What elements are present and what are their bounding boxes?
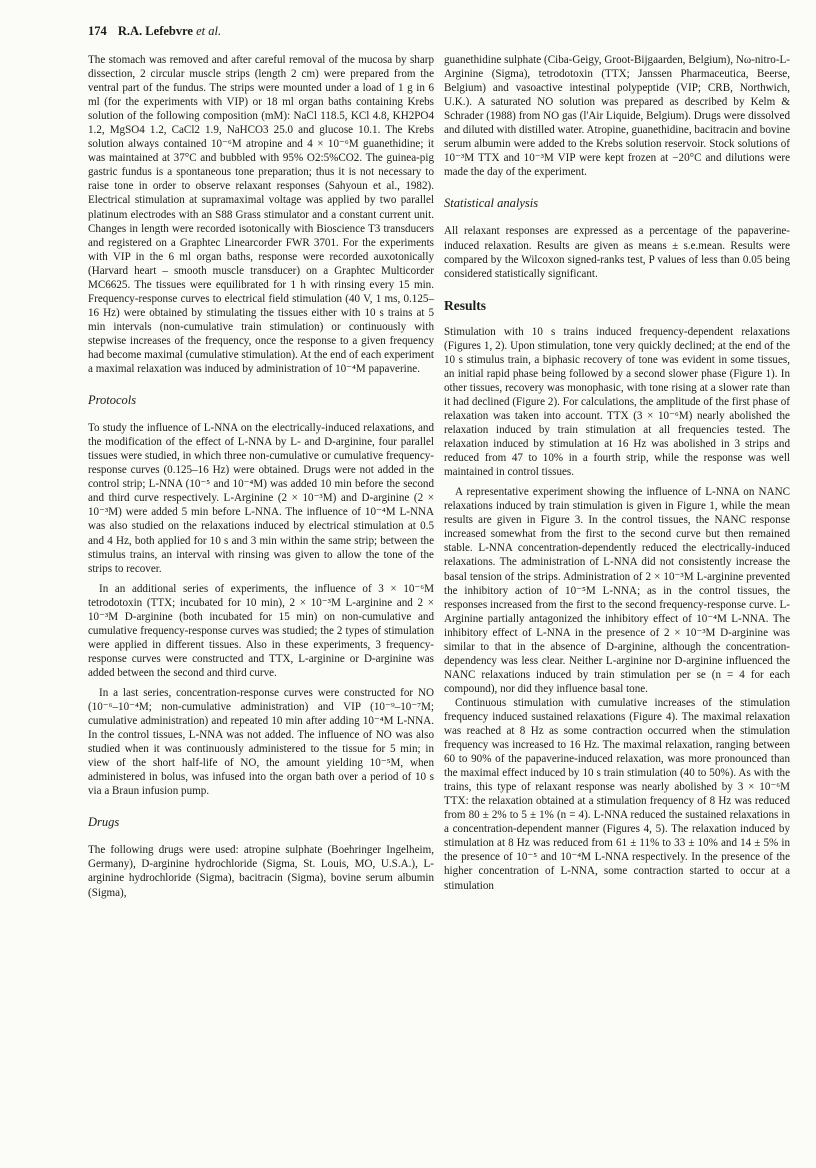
- running-etal: et al.: [192, 24, 222, 38]
- right-column: [444, 53, 790, 893]
- results-paragraph-2: A representative experiment showing the influence of L-NNA on NANC relaxations induced by train stimulation is given in Figure 1, while the mean results are given in Figure 3. In the control tissues, the NANC response increased somewhat from the first to the second curve but then remained stable. L-NNA concentration-dependently reduced the electrically-induced relaxations. The administration of L-NNA did not consistently increase the basal tension of the strips. Administration of 2 × 10⁻³M L-arginine prevented the inhibitory action of 10⁻⁵M L-NNA; as in the control tissues, the responses increased from the first to the second frequency-response curve. L-Arginine partially antagonized the inhibitory effect of 10⁻⁴M L-NNA. The inhibitory effect of L-NNA in the presence of 2 × 10⁻³M D-arginine was similar to that in the absence of D-arginine, although the concentration-dependency was less clear. Neither L-arginine nor D-arginine influenced the NANC relaxations induced by train stimulation per se (n = 4 for each compound), nor did they influence basal tone.: [444, 486, 790, 695]
- statistics-paragraph: All relaxant responses are expressed as a percentage of the papaverine-induced relaxation. Results are given as means ± s.e.mean. Results were compared by the Wilcoxon signed-ranks test, P values of less than 0.05 being considered statistically significant.: [444, 225, 790, 280]
- protocols-paragraph-2: In an additional series of experiments, the influence of 3 × 10⁻⁶M tetrodotoxin (TTX; incubated for 10 min), 2 × 10⁻³M L-arginine and 2 × 10⁻³M D-arginine (both incubated for 15 min) on non-cumulative and cumulative frequency-response curves was studied; the 2 types of stimulation were applied in different tissues. Also in these experiments, 3 frequency-response curves were constructed and TTX, L-arginine or D-arginine was added between the second and third curve.: [88, 582, 434, 679]
- drugs-heading: Drugs: [88, 815, 120, 830]
- results-paragraph-1: Stimulation with 10 s trains induced frequency-dependent relaxations (Figures 1, 2). Upon stimulation, tone very quickly declined; at the end of the 10 s stimulus train, a biphasic recovery of tone was evident in some tissues, an initial rapid phase being followed by a second slower phase (Figure 1). In other tissues, recovery was monophasic, with tone rising at a slower rate than it had declined (Figure 2). For calculations, the amplitude of the first phase of relaxation was taken into account. TTX (3 × 10⁻⁶M) nearly abolished the relaxation induced by train stimulation at all frequencies tested. The relaxation induced by stimulation at 16 Hz was abolished in 3 strips and reduced from 47 to 10% in a fourth strip, while the response was well maintained in control tissues.: [444, 325, 790, 479]
- running-authors: R.A. Lefebvre: [117, 24, 193, 38]
- results-heading: Results: [444, 297, 487, 313]
- drugs-paragraph: The following drugs were used: atropine sulphate (Boehringer Ingelheim, Germany), D-arginine hydrochloride (Sigma, St. Louis, MO, U.S.A.), L-arginine hydrochloride (Sigma), bacitracin (Sigma), bovine serum albumin (Sigma),: [88, 844, 434, 899]
- running-header: [88, 24, 221, 39]
- protocols-paragraph-3: In a last series, concentration-response curves were constructed for NO (10⁻⁶–10⁻⁴M; non-cumulative administration) and VIP (10⁻⁹–10⁻⁷M; cumulative administration) and repeated 10 min after adding 10⁻⁴M L-NNA. In the control tissues, L-NNA was not added. The influence of NO was also studied when it was continuously administered to the tissue for 5 min; in view of the short half-life of NO, the amount yielding 10⁻⁵M, when administered in bolus, was infused into the organ bath over a period of 10 s via a Braun infusion pump.: [88, 686, 434, 798]
- protocols-heading: Protocols: [88, 393, 137, 408]
- protocols-paragraph-1: To study the influence of L-NNA on the electrically-induced relaxations, and the modification of the effect of L-NNA by L- and D-arginine, four parallel tissues were studied, in which three non-cumulative or cumulative frequency-response curves (0.125–16 Hz) were obtained. Drugs were not added in the control strip; L-NNA (10⁻⁵ and 10⁻⁴M) was added 10 min before the second and third curve respectively. L-Arginine (2 × 10⁻³M) and D-arginine (2 × 10⁻³M) were added 5 min before L-NNA. The influence of 10⁻⁴M L-NNA was also studied on the relaxations induced by electrical stimulation at 0.5 and 4 Hz, both applied for 10 s and 3 min within the same strip; between the stimulus trains, an interval with rinsing was given to allow the tone of the strips to recover.: [88, 422, 434, 575]
- page-number: 174: [88, 24, 107, 38]
- drugs-paragraph-continued: guanethidine sulphate (Ciba-Geigy, Groot-Bijgaarden, Belgium), Nω-nitro-L-Arginine (Sigma), tetrodotoxin (TTX; Janssen Pharmaceutica, Beerse, Belgium) and vasoactive intestinal polypeptide (VIP; CRB, Northwich, U.K.). A saturated NO solution was prepared as described by Kelm & Schrader (1988) from NO gas (l'Air Liquide, Belgium). Drugs were dissolved and diluted with distilled water. Atropine, guanethidine, bacitracin and bovine serum albumin were added to the Krebs solution reservoir. Stock solutions of 10⁻³M TTX and 10⁻³M VIP were kept frozen at −20°C and dilutions were made the day of the experiment.: [444, 54, 790, 179]
- methods-paragraph: The stomach was removed and after careful removal of the mucosa by sharp dissection, 2 circular muscle strips (length 2 cm) were prepared from the ventral part of the fundus. The strips were mounted under a load of 1 g in 6 ml (for the experiments with VIP) or 18 ml organ baths containing Krebs solution of the following composition (mM): NaCl 118.5, KCl 4.8, KH2PO4 1.2, MgSO4 1.2, CaCl2 1.9, NaHCO3 25.0 and glucose 10.1. The Krebs solution always contained 10⁻⁶M atropine and 4 × 10⁻⁶M guanethidine; it was maintained at 37°C and bubbled with 95% O2:5%CO2. The guinea-pig gastric fundus is a spontaneous tone preparation; thus it is not necessary to raise tone in order to observe relaxant responses (Sahyoun et al., 1982). Electrical stimulation at supramaximal voltage was applied by two parallel platinum electrodes with an S88 Grass stimulator and a constant current unit. Changes in length were recorded isotonically with Bioscience T3 transducers and registered on a Graphtec Linearcorder FWR 3701. For the experiments with VIP in the 6 ml organ baths, response were recorded auxotonically (Harvard heart – smooth muscle transducer) on a Graphtec Multicorder MC6625. The tissues were equilibrated for 1 h with rinsing every 15 min. Frequency-response curves to electrical field stimulation (40 V, 1 ms, 0.125–16 Hz) were obtained by stimulating the tissues either with 10 s trains at 5 min intervals (non-cumulative train stimulation) or continuously with stepwise increases of the frequency, once the response to a given frequency had become maximal (cumulative stimulation). At the end of each experiment a maximal relaxation was induced by administration of 10⁻⁴M papaverine.: [88, 54, 434, 376]
- statistical-analysis-heading: Statistical analysis: [444, 196, 539, 211]
- left-column: [88, 53, 434, 900]
- results-paragraph-3: Continuous stimulation with cumulative increases of the stimulation frequency induced sustained relaxations (Figure 4). The maximal relaxation was reached at 8 Hz as some contraction occurred when the stimulation frequency was increased to 16 Hz. The maximal relaxation, ranging between 60 to 90% of the papaverine-induced relaxation, was more pronounced than the maximal effect induced by 10 s train stimulation (40 to 50%). As with the trains, this type of relaxant response was nearly abolished by 3 × 10⁻⁶M TTX: the relaxation obtained at a stimulation frequency of 8 Hz was reduced from 80 ± 2% to 5 ± 1% (n = 4). L-NNA reduced the sustained relaxations in a concentration-dependent manner (Figures 4, 5). The relaxation induced by stimulation at 8 Hz was reduced from 61 ± 11% to 33 ± 10% and 14 ± 5% in the presence of 10⁻⁵ and 10⁻⁴M L-NNA respectively. In the presence of the higher concentration of L-NNA, some contraction started to occur at a stimulation: [444, 696, 790, 892]
